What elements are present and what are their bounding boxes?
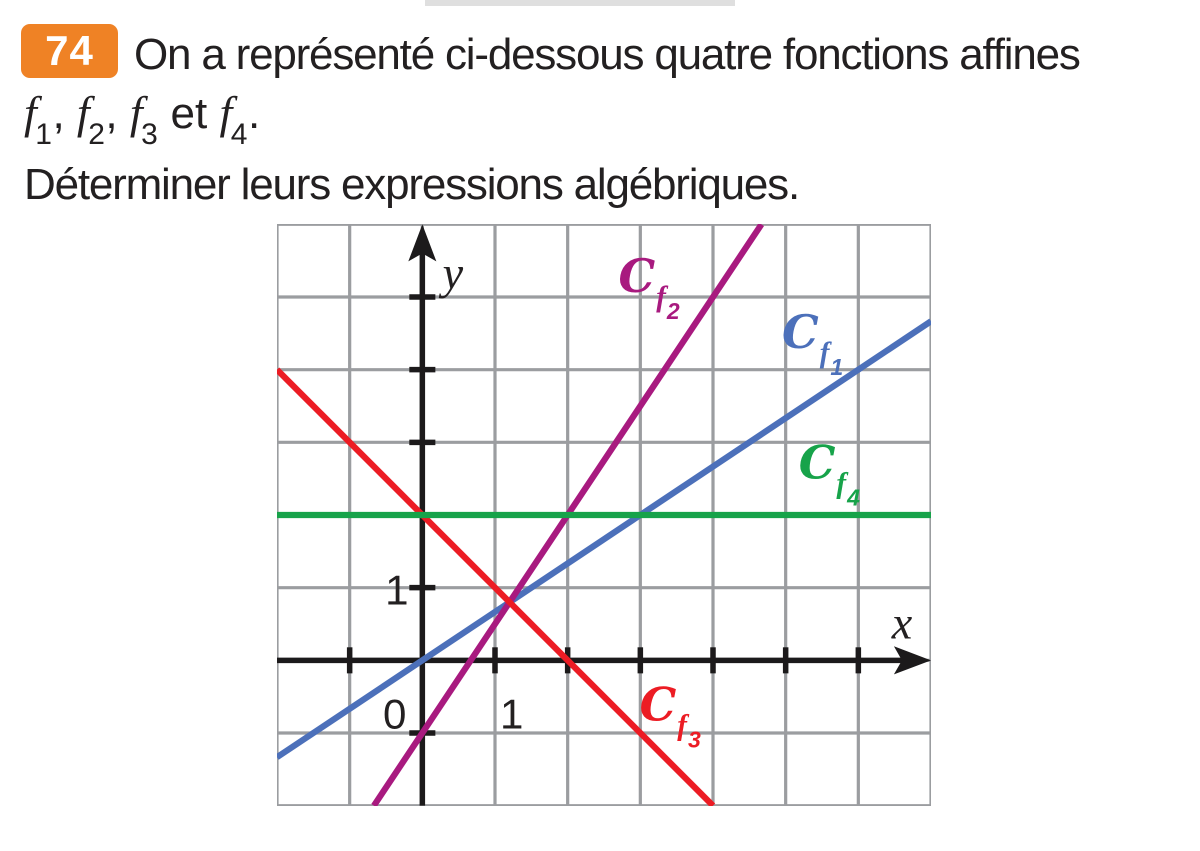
curve-label-f2: $C_{f2}$: [618, 248, 680, 324]
function-name-f3: $f_3$ et: [129, 87, 220, 151]
curve-f1: [277, 321, 931, 757]
axis-number-label: 1: [500, 690, 524, 738]
exercise-number: 74: [45, 27, 94, 74]
cropped-page-edge-strip: [425, 0, 735, 6]
function-name-f4: $f_4$.: [219, 87, 261, 151]
exercise-statement-line1: On a représenté ci-dessous quatre fonctions affines: [134, 30, 1080, 79]
exercise-number-badge: [21, 24, 118, 78]
function-name-f2: $f_2$,: [76, 87, 130, 151]
curve-label-f3: $C_{f3}$: [639, 677, 701, 753]
exercise-statement-line3: Déterminer leurs expressions algébriques.: [24, 160, 799, 209]
axis-y-label: y: [442, 247, 464, 299]
function-name-f1: $f_1$,: [24, 87, 77, 151]
axis-number-label: 1: [385, 566, 409, 614]
curve-label-f1: $C_{f1}$: [782, 304, 844, 380]
curve-label-f4: $C_{f4}$: [798, 435, 860, 511]
axis-number-label: 0: [382, 690, 407, 738]
graph-svg: [277, 224, 931, 806]
axis-x-label: x: [891, 597, 913, 649]
function-graph: [277, 224, 931, 806]
exercise-statement-functions: [24, 86, 261, 151]
